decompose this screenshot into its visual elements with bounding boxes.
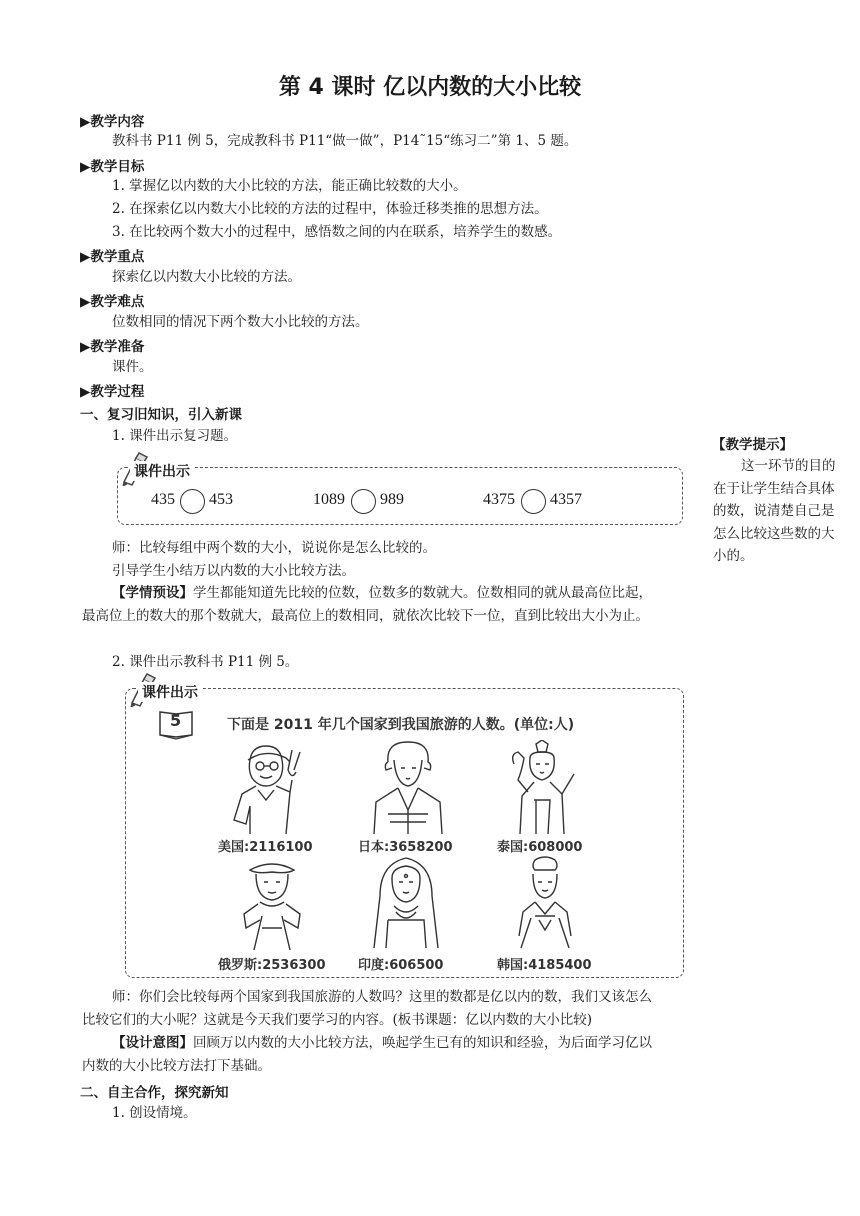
korean-woman-illustration — [505, 856, 585, 950]
part1-step1: 1. 课件出示复习题。 — [112, 428, 238, 444]
country-label-russia: 俄罗斯:2536300 — [218, 958, 326, 973]
section-heading-goals: ▶教学目标 — [80, 159, 145, 175]
difficulty-text: 位数相同的情况下两个数大小比较的方法。 — [112, 314, 369, 330]
design-paragraph — [82, 1032, 658, 1078]
prep-text: 课件。 — [112, 359, 153, 375]
hint-text: 这一环节的目的在于让学生结合具体的数，说清楚自己是怎么比较这些数的大小的。 — [713, 458, 836, 564]
cmp1-left: 435 — [151, 491, 175, 508]
cmp2-right: 989 — [380, 491, 404, 508]
design-text: 回顾万以内数的大小比较方法，唤起学生已有的知识和经验，为后面学习亿以内数的大小比较方法打下基础。 — [82, 1035, 652, 1074]
american-boy-illustration — [222, 740, 312, 835]
preset-text: 学生都能知道先比较的位数，位数多的数就大。位数相同的就从最高位比起，最高位上的数大的那个数就大，最高位上的数相同，就依次比较下一位，直到比较出大小为止。 — [82, 585, 652, 624]
page-title: 第 4 课时 亿以内数的大小比较 — [278, 75, 582, 100]
compare-circle — [351, 489, 376, 514]
section-heading-prep: ▶教学准备 — [80, 339, 145, 355]
example-number: 5 — [170, 711, 182, 730]
thai-woman-illustration — [500, 740, 585, 835]
cmp2-left: 1089 — [313, 491, 345, 508]
compare-circle — [180, 489, 205, 514]
part2-step1: 1. 创设情境。 — [112, 1105, 197, 1121]
section-heading-difficulty: ▶教学难点 — [80, 294, 145, 310]
cmp3-left: 4375 — [483, 491, 515, 508]
preset-label: 【学情预设】 — [112, 585, 193, 601]
teacher-prompt-1: 师：比较每组中两个数的大小，说说你是怎么比较的。 — [112, 540, 436, 556]
figure-box-tag: 课件出示 — [138, 682, 202, 702]
goal-item-1: 1. 掌握亿以内数的大小比较的方法，能正确比较数的大小。 — [112, 178, 467, 194]
section-heading-process: ▶教学过程 — [80, 384, 145, 400]
preset-paragraph — [82, 582, 658, 628]
country-label-japan: 日本:3658200 — [358, 840, 453, 855]
content-text: 教科书 P11 例 5，完成教科书 P11“做一做”，P14˜15“练习二”第 1、5 题。 — [112, 133, 578, 149]
review-box-tag: 课件出示 — [130, 461, 194, 481]
country-label-india: 印度:606500 — [358, 958, 444, 973]
goal-item-2: 2. 在探索亿以内数大小比较的方法的过程中，体验迁移类推的思想方法。 — [112, 201, 548, 217]
japanese-woman-illustration — [368, 740, 448, 835]
russian-woman-illustration — [232, 858, 312, 950]
figure-caption: 下面是 2011 年几个国家到我国旅游的人数。(单位:人) — [227, 717, 575, 733]
design-label: 【设计意图】 — [112, 1035, 193, 1051]
part1-step2: 2. 课件出示教科书 P11 例 5。 — [112, 654, 299, 670]
country-label-korea: 韩国:4185400 — [497, 958, 592, 973]
goal-item-3: 3. 在比较两个数大小的过程中，感悟数之间的内在联系，培养学生的数感。 — [112, 224, 562, 240]
key-text: 探索亿以内数大小比较的方法。 — [112, 269, 301, 285]
cmp1-right: 453 — [209, 491, 233, 508]
teacher-prompt-2: 师：你们会比较每两个国家到我国旅游的人数吗？这里的数都是亿以内的数，我们又该怎么比较它们的大小呢？这就是今天我们要学习的内容。(板书课题：亿以内数的大小比较) — [82, 989, 652, 1028]
guide-text: 引导学生小结万以内数的大小比较方法。 — [112, 563, 355, 579]
hint-title: 【教学提示】 — [712, 437, 793, 453]
country-label-usa: 美国:2116100 — [218, 840, 313, 855]
indian-woman-illustration — [366, 856, 446, 950]
cmp3-right: 4357 — [550, 491, 582, 508]
section-heading-key: ▶教学重点 — [80, 249, 145, 265]
compare-circle — [521, 489, 546, 514]
country-label-thailand: 泰国:608000 — [497, 840, 583, 855]
part1-heading: 一、复习旧知识，引入新课 — [80, 407, 242, 423]
section-heading-content: ▶教学内容 — [80, 114, 145, 130]
part2-heading: 二、自主合作，探究新知 — [80, 1085, 229, 1101]
